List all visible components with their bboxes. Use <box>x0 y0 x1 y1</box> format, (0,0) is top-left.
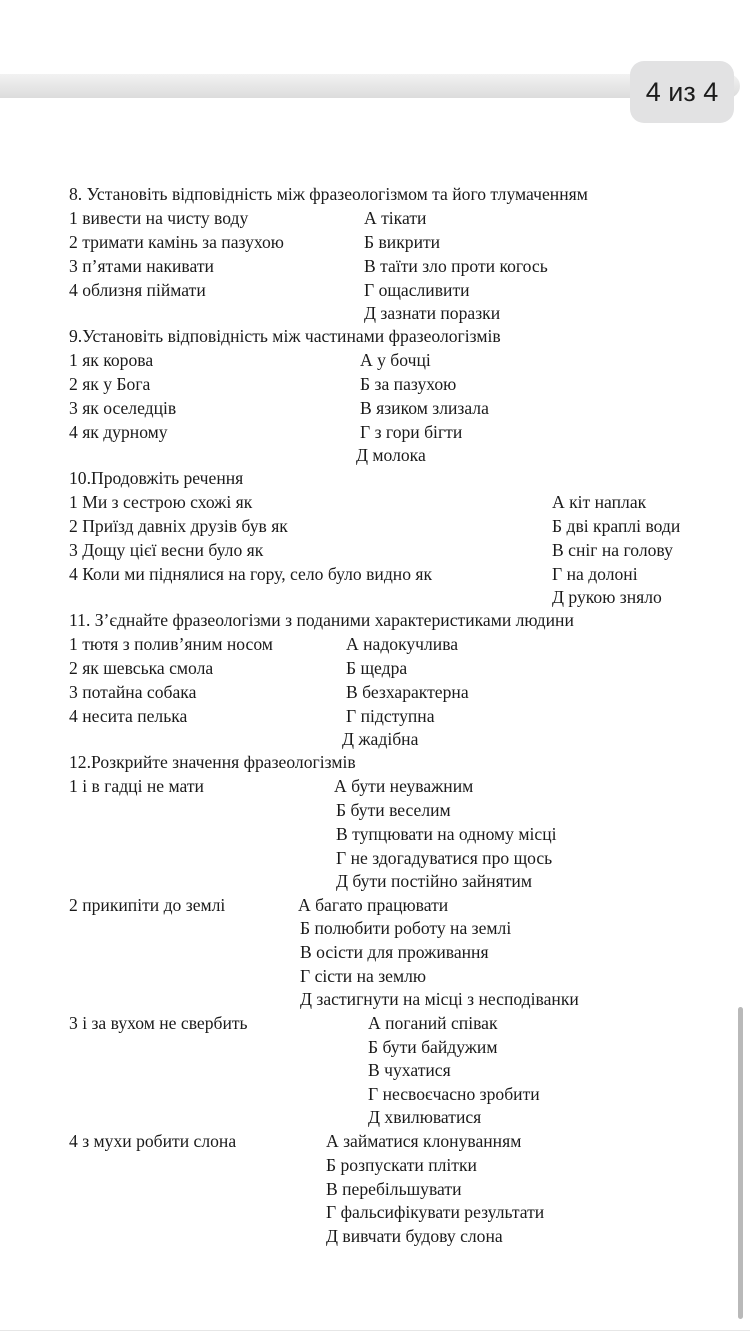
q11-right-e: Д жадібна <box>342 729 419 749</box>
page-counter-badge: 4 из 4 <box>630 61 734 123</box>
q8-left-3: 3 п’ятами накивати <box>69 256 214 276</box>
q8-right-a: А тікати <box>364 208 427 228</box>
q11-left-4: 4 несита пелька <box>69 706 188 726</box>
q11-title: 11. З’єднайте фразеологізми з поданими характеристиками людини <box>69 610 574 630</box>
q12-3-option-b: Б бути байдужим <box>368 1037 498 1057</box>
vertical-scrollbar[interactable] <box>738 1007 743 1319</box>
q12-3-option-e: Д хвилюватися <box>368 1107 482 1127</box>
q12-2-option-d: Г сісти на землю <box>300 966 427 986</box>
q9-right-c: В язиком злизала <box>360 398 489 418</box>
q12-2-option-e: Д застигнути на місці з несподіванки <box>300 989 579 1009</box>
q12-3-option-d: Г несвоєчасно зробити <box>368 1084 540 1104</box>
q12-phrase-4: 4 з мухи робити слона <box>69 1131 237 1151</box>
q12-4-option-c: В перебільшувати <box>326 1179 462 1199</box>
q11-right-d: Г підступна <box>346 706 435 726</box>
q9-right-d: Г з гори бігти <box>360 422 463 442</box>
q8-right-b: Б викрити <box>364 232 441 252</box>
q12-1-option-d: Г не здогадуватися про щось <box>336 848 553 868</box>
q12-title: 12.Розкрийте значення фразеологізмів <box>69 752 356 772</box>
q10-right-d: Г на долоні <box>552 564 638 584</box>
q9-left-1: 1 як корова <box>69 350 154 370</box>
q11-left-1: 1 тютя з полив’яним носом <box>69 634 273 654</box>
q8-right-e: Д зазнати поразки <box>364 303 501 323</box>
q12-3-option-c: В чухатися <box>368 1060 451 1080</box>
q9-left-4: 4 як дурному <box>69 422 168 442</box>
viewer-top-bar <box>0 74 740 98</box>
q10-right-b: Б дві краплі води <box>552 516 681 536</box>
q9-left-2: 2 як у Бога <box>69 374 151 394</box>
q12-1-option-a: А бути неуважним <box>334 776 474 796</box>
q10-left-4: 4 Коли ми піднялися на гору, село було видно як <box>69 564 433 584</box>
q12-4-option-b: Б розпускати плітки <box>326 1155 477 1175</box>
q12-2-option-b: Б полюбити роботу на землі <box>300 918 512 938</box>
q10-right-e: Д рукою зняло <box>552 587 662 607</box>
bottom-divider <box>0 1330 750 1331</box>
q8-title: 8. Установіть відповідність між фразеологізмом та його тлумаченням <box>69 184 588 204</box>
q12-2-option-a: А багато працювати <box>298 895 449 915</box>
q8-left-4: 4 облизня піймати <box>69 280 206 300</box>
q11-left-2: 2 як шевська смола <box>69 658 214 678</box>
q11-right-a: А надокучлива <box>346 634 459 654</box>
q10-right-c: В сніг на голову <box>552 540 673 560</box>
q9-right-b: Б за пазухою <box>360 374 457 394</box>
q12-phrase-1: 1 і в гадці не мати <box>69 776 204 796</box>
q9-title: 9.Установіть відповідність між частинами фразеологізмів <box>69 326 501 346</box>
q8-right-c: В таїти зло проти когось <box>364 256 548 276</box>
q12-4-option-d: Г фальсифікувати результати <box>326 1202 545 1222</box>
q11-right-c: В безхарактерна <box>346 682 469 702</box>
q8-left-2: 2 тримати камінь за пазухою <box>69 232 284 252</box>
q10-left-1: 1 Ми з сестрою схожі як <box>69 492 253 512</box>
q10-right-a: А кіт наплак <box>552 492 647 512</box>
q12-1-option-b: Б бути веселим <box>336 800 451 820</box>
q12-2-option-c: В осісти для проживання <box>300 942 489 962</box>
q9-left-3: 3 як оселедців <box>69 398 177 418</box>
q12-phrase-3: 3 і за вухом не свербить <box>69 1013 248 1033</box>
q8-right-d: Г ощасливити <box>364 280 470 300</box>
q12-1-option-c: В тупцювати на одному місці <box>336 824 557 844</box>
q10-left-2: 2 Приїзд давніх друзів був як <box>69 516 288 536</box>
q12-phrase-2: 2 прикипіти до землі <box>69 895 226 915</box>
q12-4-option-e: Д вивчати будову слона <box>326 1226 503 1246</box>
q11-left-3: 3 потайна собака <box>69 682 197 702</box>
q9-right-a: А у бочці <box>360 350 431 370</box>
q11-right-b: Б щедра <box>346 658 408 678</box>
q10-title: 10.Продовжіть речення <box>69 468 244 488</box>
q12-3-option-a: А поганий співак <box>368 1013 498 1033</box>
q12-4-option-a: А займатися клонуванням <box>326 1131 522 1151</box>
q10-left-3: 3 Дощу цієї весни було як <box>69 540 264 560</box>
q8-left-1: 1 вивести на чисту воду <box>69 208 249 228</box>
q9-right-e: Д молока <box>356 445 426 465</box>
q12-1-option-e: Д бути постійно зайнятим <box>336 871 532 891</box>
